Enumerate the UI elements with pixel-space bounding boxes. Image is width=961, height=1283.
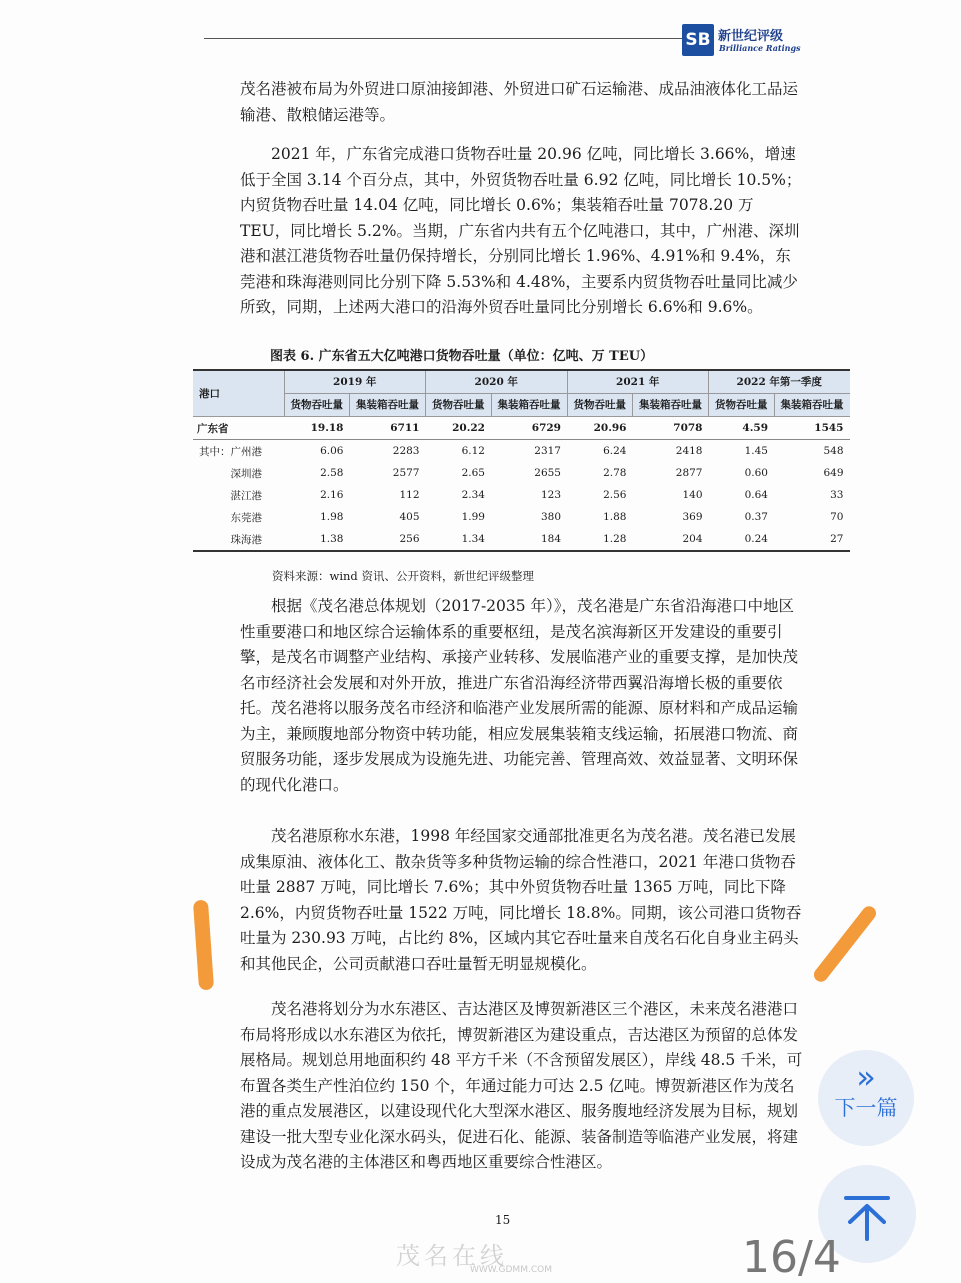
- table-cell: 2877: [675, 467, 703, 479]
- page-number: 15: [495, 1213, 511, 1227]
- table-cell: 184: [491, 528, 567, 551]
- row-label: 广东省: [193, 417, 284, 440]
- row-label: 深圳港: [230, 467, 262, 480]
- brand-logo: [682, 24, 801, 58]
- subheader-cargo: 货物吞吐量: [426, 394, 492, 417]
- subheader-container: 集装箱吞吐量: [633, 394, 709, 417]
- table-cell: 2.56: [603, 489, 627, 501]
- row-label: 其中：广州港: [199, 445, 262, 458]
- logo-subtitle: Brilliance Ratings: [719, 43, 801, 53]
- table-cell: 649: [823, 467, 844, 479]
- table-cell: 0.60: [744, 467, 768, 479]
- table-cell: 369: [682, 511, 703, 523]
- table-row: [193, 440, 850, 463]
- subheader-container: 集装箱吞吐量: [350, 394, 426, 417]
- table-cell: 4.59: [709, 417, 775, 440]
- table-cell: 1.38: [284, 528, 350, 551]
- year-header-2021: 2021 年: [567, 370, 709, 394]
- table-cell: 1545: [774, 417, 850, 440]
- subheader-cargo: 货物吞吐量: [567, 394, 633, 417]
- table-row: [193, 417, 850, 440]
- table-cell: 0.37: [744, 511, 768, 523]
- table-cell: 7078: [633, 417, 709, 440]
- table-cell: 6729: [491, 417, 567, 440]
- year-header-2019: 2019 年: [284, 370, 426, 394]
- paragraph-port-zones: 茂名港将划分为水东港区、吉达港区及博贺新港区三个港区，未来茂名港港口布局将形成以水东港区为依托，博贺新港区为建设重点，吉达港区为预留的总体发展格局。规划总用地面积约 48 平方千米（不含预留发展区），岸线 48.5 千米，可布置各类生产性泊位约 150 个，年通过能力可达 2.5 亿吨。博贺新港区作为茂名港的重点发展港区，以建设现代化大型深水港区、服务腹地经济发展为目标，规划建设一批大型专业化深水码头，促进石化、能源、装备制造等临港产业发展，将建设成为茂名港的主体港区和粤西地区重要综合性港区。: [240, 1000, 803, 1171]
- table-caption: 图表 6. 广东省五大亿吨港口货物吞吐量（单位：亿吨、万 TEU）: [270, 349, 654, 364]
- table-cell: 380: [540, 511, 561, 523]
- table-cell: 1.45: [744, 445, 768, 457]
- table-cell: 256: [350, 528, 426, 551]
- table-cell: 2.34: [461, 489, 485, 501]
- table-cell: 2577: [392, 467, 420, 479]
- table-cell: 1.88: [603, 511, 627, 523]
- page-counter: 16/4: [742, 1232, 841, 1283]
- table-cell: 6.12: [461, 445, 485, 457]
- table-cell: 33: [830, 489, 844, 501]
- subheader-container: 集装箱吞吐量: [491, 394, 567, 417]
- table-cell: 2.16: [320, 489, 344, 501]
- port-throughput-table: [193, 369, 850, 552]
- paragraph-ports-layout: 茂名港被布局为外贸进口原油接卸港、外贸进口矿石运输港、成品油液体化工品运输港、散粮储运港等。: [240, 80, 799, 124]
- row-label: 珠海港: [193, 528, 284, 551]
- site-watermark-url: WWW.GDMM.COM: [470, 1265, 552, 1275]
- table-row: [193, 528, 850, 551]
- table-cell: 140: [682, 489, 703, 501]
- paragraph-guangdong-throughput: 2021 年，广东省完成港口货物吞吐量 20.96 亿吨，同比增长 3.66%，增速低于全国 3.14 个百分点，其中，外贸货物吞吐量 6.92 亿吨，同比增长 10.5%；内贸货物吞吐量 14.04 亿吨，同比增长 0.6%；集装箱吞吐量 7078.20 万 TEU，同比增长 5.2%。当期，广东省内共有五个亿吨港口，其中，广州港、深圳港和湛江港货物吞吐量仍保持增长，分别同比增长 1.96%、4.91%和 9.4%，东莞港和珠海港则同比分别下降 5.53%和 4.48%，主要系内贸货物吞吐量同比减少所致，同期，上述两大港口的沿海外贸吞吐量同比分别增长 6.6%和 9.6%。: [240, 145, 802, 316]
- table-cell: 2.78: [603, 467, 627, 479]
- table-cell: 27: [774, 528, 850, 551]
- table-cell: 1.99: [461, 511, 485, 523]
- table-cell: 19.18: [284, 417, 350, 440]
- table-cell: 1.34: [426, 528, 492, 551]
- header-rule: [204, 38, 682, 39]
- table-cell: 548: [823, 445, 844, 457]
- table-cell: 0.24: [709, 528, 775, 551]
- logo-mark: SB: [682, 24, 714, 56]
- table-row: [193, 484, 850, 506]
- table-cell: 70: [830, 511, 844, 523]
- table-cell: 123: [540, 489, 561, 501]
- paragraph-port-history: 茂名港原称水东港，1998 年经国家交通部批准更名为茂名港。茂名港已发展成集原油、液体化工、散杂货等多种货物运输的综合性港口，2021 年港口货物吞吐量 2887 万吨，同比增长 7.6%；其中外贸货物吞吐量 1365 万吨，同比下降 2.6%，内贸货物吞吐量 1522 万吨，同比增长 18.8%。同期，该公司港口货物吞吐量为 230.93 万吨，占比约 8%，区域内其它吞吐量来自茂名石化自身业主码头和其他民企，公司贡献港口吞吐量暂无明显规模化。: [240, 827, 802, 973]
- table-cell: 0.64: [744, 489, 768, 501]
- table-cell: 1.28: [567, 528, 633, 551]
- table-row: [193, 506, 850, 528]
- table-cell: 2283: [392, 445, 420, 457]
- table-cell: 6.06: [320, 445, 344, 457]
- table-cell: 2317: [534, 445, 561, 457]
- highlight-mark-right: [811, 903, 879, 984]
- table-source-note: 资料来源：wind 资讯、公开资料，新世纪评级整理: [272, 569, 534, 583]
- row-label: 东莞港: [230, 511, 262, 524]
- table-cell: 204: [633, 528, 709, 551]
- table-cell: 112: [399, 489, 420, 501]
- table-corner-header: 港口: [193, 370, 284, 417]
- next-article-button[interactable]: [818, 1050, 914, 1146]
- double-chevron-right-icon: »: [856, 1058, 876, 1096]
- logo-name: 新世纪评级: [718, 29, 784, 44]
- year-header-2020: 2020 年: [426, 370, 568, 394]
- table-cell: 405: [399, 511, 420, 523]
- subheader-cargo: 货物吞吐量: [709, 394, 775, 417]
- table-cell: 20.96: [567, 417, 633, 440]
- table-cell: 2655: [534, 467, 561, 479]
- table-cell: 20.22: [426, 417, 492, 440]
- table-cell: 1.98: [320, 511, 344, 523]
- year-header-2022q1: 2022 年第一季度: [709, 370, 850, 394]
- table-row: [193, 462, 850, 484]
- table-cell: 2.58: [320, 467, 344, 479]
- paragraph-port-master-plan: 根据《茂名港总体规划（2017-2035 年）》，茂名港是广东省沿海港口中地区性重要港口和地区综合运输体系的重要枢纽，是茂名滨海新区开发建设的重要引擎，是茂名市调整产业结构、承接产业转移、发展临港产业的重要支撑，是加快茂名市经济社会发展和对外开放，推进广东省沿海经济带西翼沿海增长极的重要依托。茂名港将以服务茂名市经济和临港产业发展所需的能源、原材料和产成品运输为主，兼顾腹地部分物资中转功能，相应发展集装箱支线运输，拓展港口物流、商贸服务功能，逐步发展成为设施先进、功能完善、管理高效、效益显著、文明环保的现代化港口。: [240, 597, 799, 794]
- table-cell: 6.24: [603, 445, 627, 457]
- subheader-container: 集装箱吞吐量: [774, 394, 850, 417]
- table-cell: 2.65: [461, 467, 485, 479]
- next-article-label: 下一篇: [834, 1096, 898, 1120]
- site-watermark: 茂名在线: [396, 1242, 508, 1270]
- highlight-mark-left: [193, 900, 214, 991]
- table-cell: 2418: [675, 445, 703, 457]
- row-label: 湛江港: [230, 489, 262, 502]
- subheader-cargo: 货物吞吐量: [284, 394, 350, 417]
- table-cell: 6711: [350, 417, 426, 440]
